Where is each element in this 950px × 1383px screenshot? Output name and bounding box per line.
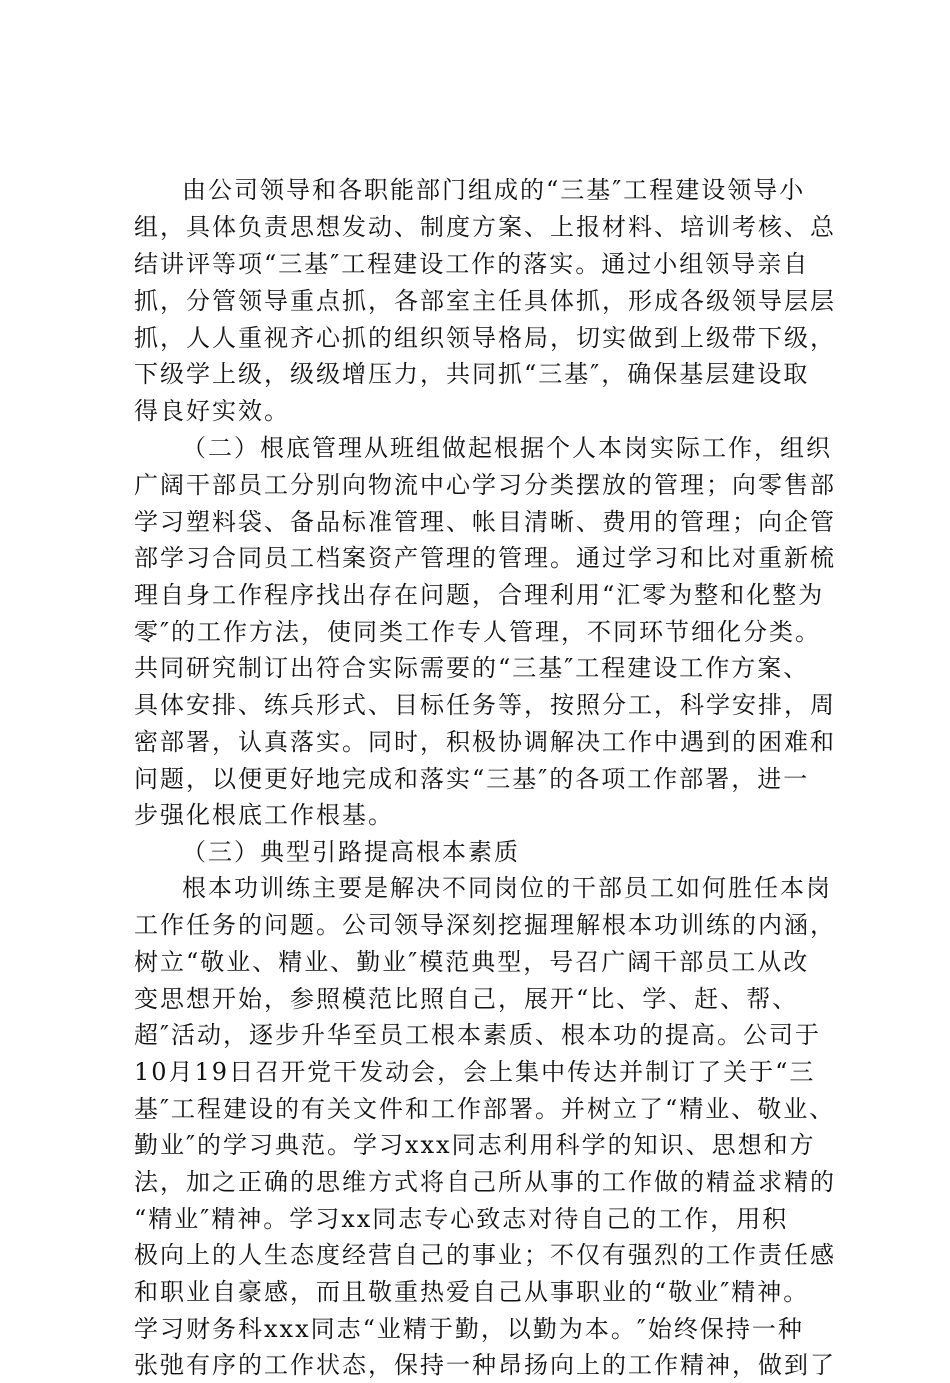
text-line: 学习财务科xxx同志“业精于勤，以勤为本。″始终保持一种 (134, 1315, 804, 1343)
text-line: 工作任务的问题。公司领导深刻挖掘理解根本功训练的内涵， (134, 911, 836, 939)
text-line: 由公司领导和各职能部门组成的“三基″工程建设领导小 (182, 176, 806, 204)
text-line: 下级学上级，级级增压力，共同抓“三基″，确保基层建设取 (134, 360, 810, 388)
text-line: 极向上的人生态度经营自己的事业；不仅有强烈的工作责任感 (134, 1241, 836, 1269)
text-line: 超″活动，逐步升华至员工根本素质、根本功的提高。公司于 (134, 1021, 821, 1049)
text-line: 零″的工作方法，使同类工作专人管理，不同环节细化分类。 (134, 618, 821, 646)
text-line: 具体安排、练兵形式、目标任务等，按照分工，科学安排，周 (134, 691, 836, 719)
text-line: 学习塑料袋、备品标准管理、帐目清晰、费用的管理；向企管 (134, 508, 836, 536)
text-line: 10月19日召开党干发动会，会上集中传达并制订了关于“三 (134, 1058, 816, 1086)
text-line: 结讲评等项“三基″工程建设工作的落实。通过小组领导亲自 (134, 250, 810, 278)
text-line: 抓，分管领导重点抓，各部室主任具体抓，形成各级领导层层 (134, 287, 836, 315)
text-line: 和职业自豪感，而且敬重热爱自己从事职业的“敬业″精神。 (134, 1278, 810, 1306)
text-line: 共同研究制订出符合实际需要的“三基″工程建设工作方案、 (134, 654, 810, 682)
text-line: “精业″精神。学习xx同志专心致志对待自己的工作，用积 (134, 1205, 789, 1233)
text-line: 步强化根底工作根基。 (134, 801, 394, 829)
text-line: 张弛有序的工作状态，保持一种昂扬向上的工作精神，做到了 (134, 1351, 836, 1379)
text-line: 部学习合同员工档案资产管理的管理。通过学习和比对重新梳 (134, 544, 836, 572)
text-line: 法，加之正确的思维方式将自己所从事的工作做的精益求精的 (134, 1168, 836, 1196)
text-line: 得良好实效。 (134, 397, 290, 425)
text-line: 树立“敬业、精业、勤业″模范典型，号召广阔干部员工从改 (134, 948, 810, 976)
text-line: 根本功训练主要是解决不同岗位的干部员工如何胜任本岗 (182, 874, 832, 902)
text-line: 密部署，认真落实。同时，积极协调解决工作中遇到的困难和 (134, 728, 836, 756)
text-line: 抓，人人重视齐心抓的组织领导格局，切实做到上级带下级， (134, 324, 836, 352)
text-line: 组，具体负责思想发动、制度方案、上报材料、培训考核、总 (134, 213, 836, 241)
text-line: 理自身工作程序找出存在问题，合理利用“汇零为整和化整为 (134, 581, 825, 609)
text-line: 问题，以便更好地完成和落实“三基″的各项工作部署，进一 (134, 765, 810, 793)
section-heading: （三）典型引路提高根本素质 (182, 838, 520, 866)
section-heading: （二）根底管理从班组做起根据个人本岗实际工作，组织 (182, 434, 832, 462)
text-line: 勤业″的学习典范。学习xxx同志利用科学的知识、思想和方 (134, 1131, 816, 1159)
text-line: 广阔干部员工分别向物流中心学习分类摆放的管理；向零售部 (134, 471, 836, 499)
text-line: 基″工程建设的有关文件和工作部署。并树立了“精业、敬业、 (134, 1095, 836, 1123)
text-line: 变思想开始，参照模范比照自己，展开“比、学、赶、帮、 (134, 985, 799, 1013)
